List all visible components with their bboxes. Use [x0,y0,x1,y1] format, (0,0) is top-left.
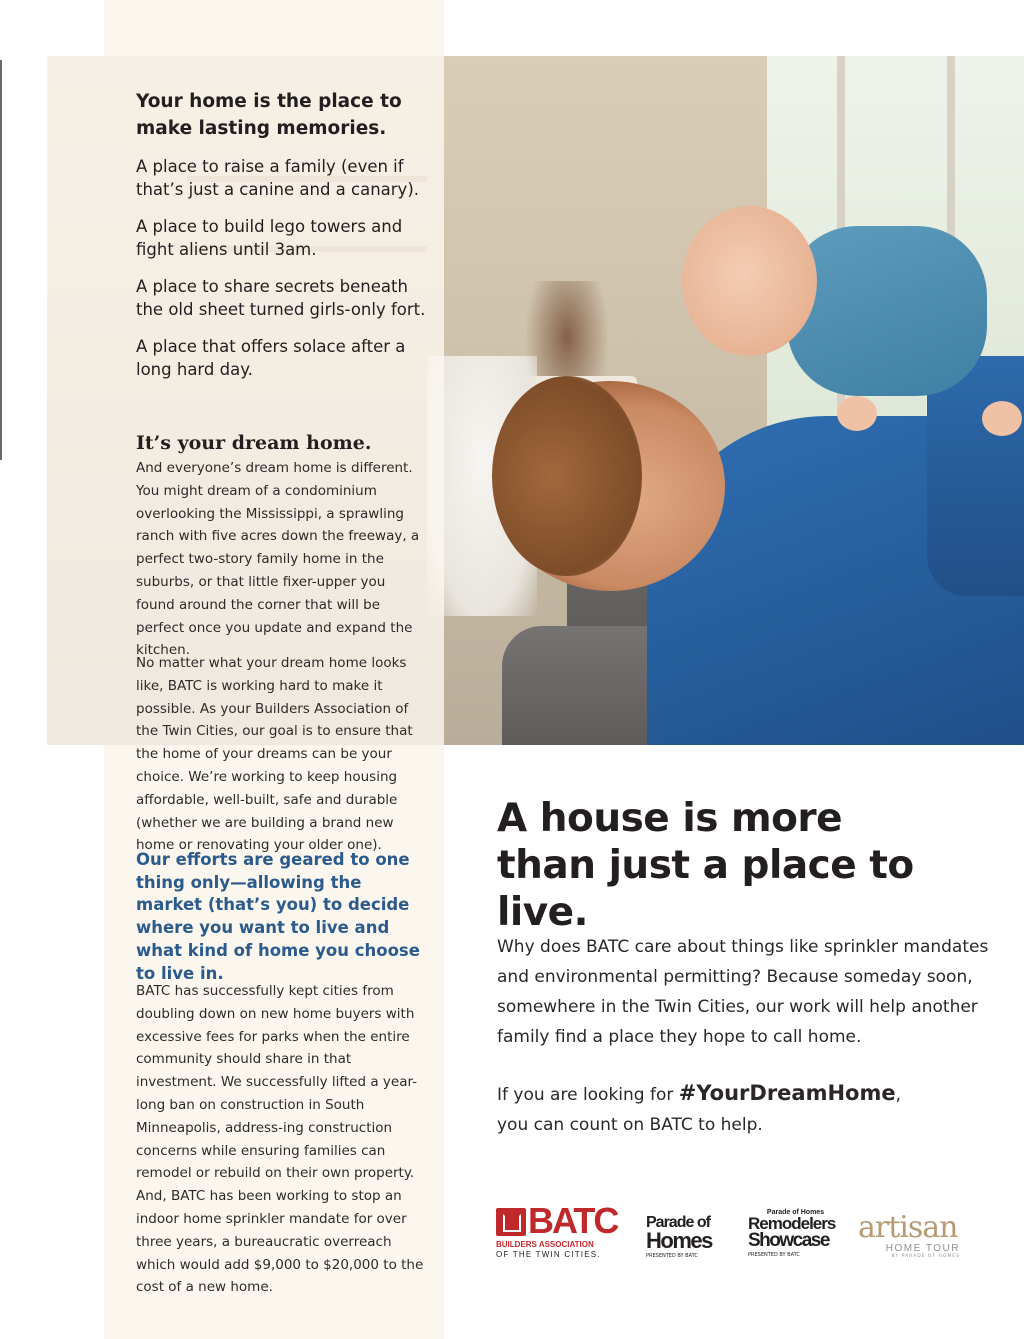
remod-logo-line2: Showcase [748,1230,829,1251]
call-to-action [497,1078,1002,1140]
house-icon [496,1208,526,1236]
hashtag: #YourDreamHome [678,1081,896,1105]
remod-logo-presented: PRESENTED BY BATC [748,1252,800,1258]
highlight-statement: Our efforts are geared to one thing only—allowing the market (that’s you) to decide where you want to live and what kind of home you choose to live in. [136,850,420,983]
tagline-line-1: A house is more [497,796,843,841]
page-edge-line [0,60,2,460]
why-paragraph: Why does BATC care about things like sprinkler mandates and environmental permitting? Because someday soon, somewhere in the Twin Cities, our work will help another family find a place they hope to call home. [497,937,989,1047]
photo-baby-body [787,226,987,396]
artisan-logo-word: artisan [858,1210,958,1245]
logo-bar [496,1200,976,1265]
artisan-logo-byline: BY PARADE OF HOMES [891,1254,960,1259]
cta-line-2: you can count on BATC to help. [497,1115,763,1135]
tagline-line-2: than just a place to live. [497,843,914,935]
parade-logo-line1: Parade of [646,1214,710,1231]
batc-achievements-paragraph: BATC has successfully kept cities from doubling down on new home buyers with excessive fees for parks when the entire community should share in that investment. We successfully lifted a year-long ban on construction in South Minneapolis, address-ing construction concerns while ensuring families can remodel or rebuild on their own property. And, BATC has been working to stop an indoor home sprinkler mandate for over three years, a bureaucratic overreach which would add $9,000 to $20,000 to the cost of a new home. [136,983,424,1296]
tagline [497,795,1007,936]
photo-man-arm [927,356,1024,596]
artisan-logo-sub: HOME TOUR [885,1243,960,1254]
intro-heading: Your home is the place to make lasting memories. [136,91,402,139]
photo-baby-head [682,206,817,356]
remodelers-showcase-logo [748,1209,843,1265]
parade-of-homes-logo [646,1215,731,1265]
cta-prefix: If you are looking for [497,1085,679,1105]
dream-home-heading: It’s your dream home. [136,432,372,454]
batc-logo-word: BATC [528,1200,618,1241]
artisan-home-tour-logo [858,1210,968,1265]
batc-goal-paragraph: No matter what your dream home looks like, BATC is working hard to make it possible. As your Builders Association of the Twin Cities, our goal is to ensure that the home of your dreams can be your choice. We’re working to keep housing affordable, well-built, safe and durable (whether we are building a brand new home or renovating your older one). [136,655,413,854]
memory-item: A place to build lego towers and fight aliens until 3am. [136,217,403,259]
dream-home-paragraph: And everyone’s dream home is different. You might dream of a condominium overlooking the Mississippi, a sprawling ranch with five acres down the freeway, a perfect two-story family home in the suburbs, or that little fixer-upper you found around the corner that will be perfect once you update and expand the kitchen. [136,460,420,659]
photo-man-hair [492,376,642,576]
parade-logo-presented: PRESENTED BY BATC [646,1253,698,1259]
remod-logo-line1: Remodelers [748,1214,836,1233]
batc-logo-sub2: OF THE TWIN CITIES. [496,1250,601,1259]
photo-baby-hand [982,401,1022,436]
remod-logo-line0: Parade of Homes [766,1209,825,1216]
memory-item: A place that offers solace after a long hard day. [136,337,406,379]
photo-baby-hand [837,396,877,431]
batc-logo-sub1: BUILDERS ASSOCIATION [496,1240,594,1249]
parade-logo-line2: Homes [646,1228,712,1253]
batc-logo [496,1200,622,1263]
memory-item: A place to raise a family (even if that’s just a canine and a canary). [136,157,420,199]
cta-suffix: , [895,1085,902,1105]
memory-item: A place to share secrets beneath the old sheet turned girls-only fort. [136,277,426,319]
